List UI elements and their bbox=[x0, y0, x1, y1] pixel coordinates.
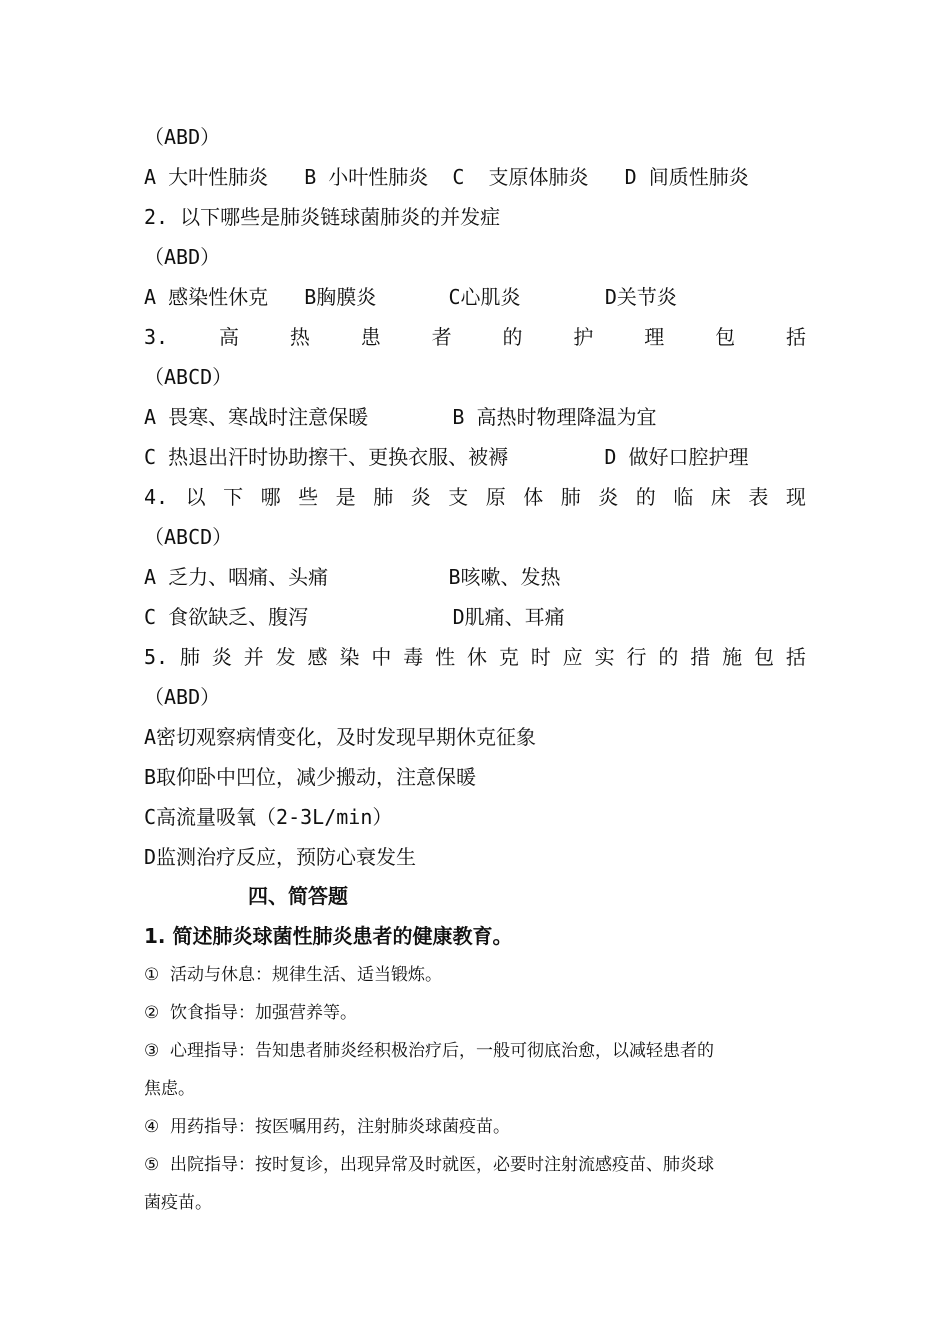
q3-stem-char: 高 bbox=[218, 325, 239, 349]
q4-options-row1: A 乏力、咽痛、头痛 B咳嗽、发热 bbox=[144, 565, 561, 589]
q3-stem-char: 者 bbox=[431, 325, 452, 349]
q5-stem-char: 5. bbox=[144, 645, 169, 669]
q5-stem-char: 应 bbox=[562, 645, 583, 669]
essay-item-3-line1: ③ 心理指导：告知患者肺炎经积极治疗后，一般可彻底治愈，以减轻患者的 bbox=[144, 1041, 715, 1061]
q5-stem-char: 括 bbox=[785, 645, 806, 669]
q4-stem-char: 是 bbox=[335, 485, 356, 509]
q5-option-a: A密切观察病情变化，及时发现早期休克征象 bbox=[144, 725, 537, 749]
q1-answer: （ABD） bbox=[144, 125, 221, 149]
q4-options-row2: C 食欲缺乏、腹泻 D肌痛、耳痛 bbox=[144, 605, 565, 629]
essay-item-5-line2: 菌疫苗。 bbox=[144, 1193, 212, 1213]
q4-stem-char: 肺 bbox=[373, 485, 394, 509]
q3-answer: （ABCD） bbox=[144, 365, 233, 389]
q3-stem-char: 理 bbox=[644, 325, 665, 349]
q5-option-d: D监测治疗反应，预防心衰发生 bbox=[144, 845, 417, 869]
q4-stem-char: 临 bbox=[673, 485, 694, 509]
q4-stem-char: 4. bbox=[144, 485, 169, 509]
q4-stem-char: 床 bbox=[710, 485, 731, 509]
q5-stem-char: 休 bbox=[467, 645, 487, 669]
q4-stem-char: 些 bbox=[298, 485, 319, 509]
q3-stem-char: 的 bbox=[502, 325, 523, 349]
q4-stem-char: 炎 bbox=[410, 485, 431, 509]
q3-stem bbox=[144, 323, 806, 351]
q5-stem-char: 肺 bbox=[179, 645, 200, 669]
q5-stem-char: 炎 bbox=[211, 645, 232, 669]
q5-option-c: C高流量吸氧（2-3L/min） bbox=[144, 805, 393, 829]
section-title: 四、简答题 bbox=[248, 884, 348, 908]
q3-stem-char: 患 bbox=[360, 325, 381, 349]
q3-stem-char: 括 bbox=[785, 325, 806, 349]
q4-stem-char: 以 bbox=[185, 485, 206, 509]
q5-stem-char: 实 bbox=[594, 645, 615, 669]
q3-options-row1: A 畏寒、寒战时注意保暖 B 高热时物理降温为宜 bbox=[144, 405, 657, 429]
essay-item-3-line2: 焦虑。 bbox=[144, 1079, 195, 1099]
q5-stem-char: 的 bbox=[658, 645, 679, 669]
q1-options: A 大叶性肺炎 B 小叶性肺炎 C 支原体肺炎 D 间质性肺炎 bbox=[144, 165, 749, 189]
q5-stem-char: 毒 bbox=[403, 645, 424, 669]
q3-stem-char: 3. bbox=[144, 325, 169, 349]
q3-options-row2: C 热退出汗时协助擦干、更换衣服、被褥 D 做好口腔护理 bbox=[144, 445, 749, 469]
q4-stem-char: 原 bbox=[485, 485, 506, 509]
q4-stem-char: 的 bbox=[635, 485, 656, 509]
q5-stem-char: 措 bbox=[690, 645, 711, 669]
q5-stem-char: 性 bbox=[435, 645, 456, 669]
q5-stem-char: 中 bbox=[371, 645, 392, 669]
q2-answer: （ABD） bbox=[144, 245, 221, 269]
q5-option-b: B取仰卧中凹位，减少搬动，注意保暖 bbox=[144, 765, 477, 789]
q5-stem-char: 感 bbox=[307, 645, 328, 669]
q5-answer: （ABD） bbox=[144, 685, 221, 709]
q3-stem-char: 护 bbox=[573, 325, 594, 349]
q5-stem-char: 施 bbox=[722, 645, 743, 669]
q4-stem-char: 肺 bbox=[560, 485, 581, 509]
q4-stem-char: 现 bbox=[785, 485, 806, 509]
q3-stem-char: 包 bbox=[715, 325, 736, 349]
q4-answer: （ABCD） bbox=[144, 525, 233, 549]
essay-item-1: ① 活动与休息：规律生活、适当锻炼。 bbox=[144, 965, 443, 985]
essay-item-5-line1: ⑤ 出院指导：按时复诊，出现异常及时就医，必要时注射流感疫苗、肺炎球 bbox=[144, 1155, 715, 1175]
essay-item-4: ④ 用药指导：按医嘱用药，注射肺炎球菌疫苗。 bbox=[144, 1117, 511, 1137]
q5-stem-char: 包 bbox=[754, 645, 775, 669]
essay-question: 1. 简述肺炎球菌性肺炎患者的健康教育。 bbox=[144, 924, 513, 948]
q4-stem-char: 支 bbox=[448, 485, 469, 509]
q2-options: A 感染性休克 B胸膜炎 C心肌炎 D关节炎 bbox=[144, 285, 677, 309]
q4-stem-char: 炎 bbox=[598, 485, 619, 509]
q4-stem-char: 哪 bbox=[260, 485, 281, 509]
q5-stem-char: 行 bbox=[626, 645, 647, 669]
q4-stem bbox=[144, 483, 806, 511]
q5-stem-char: 发 bbox=[275, 645, 296, 669]
essay-item-2: ② 饮食指导：加强营养等。 bbox=[144, 1003, 358, 1023]
q4-stem-char: 表 bbox=[748, 485, 769, 509]
q3-stem-char: 热 bbox=[289, 325, 310, 349]
q4-stem-char: 下 bbox=[223, 485, 244, 509]
q2-stem: 2. 以下哪些是肺炎链球菌肺炎的并发症 bbox=[144, 205, 501, 229]
q5-stem-char: 并 bbox=[243, 645, 264, 669]
q5-stem-char: 染 bbox=[339, 645, 360, 669]
q5-stem-char: 时 bbox=[530, 645, 551, 669]
q5-stem-char: 克 bbox=[498, 645, 519, 669]
q4-stem-char: 体 bbox=[523, 485, 544, 509]
q5-stem bbox=[144, 643, 806, 671]
